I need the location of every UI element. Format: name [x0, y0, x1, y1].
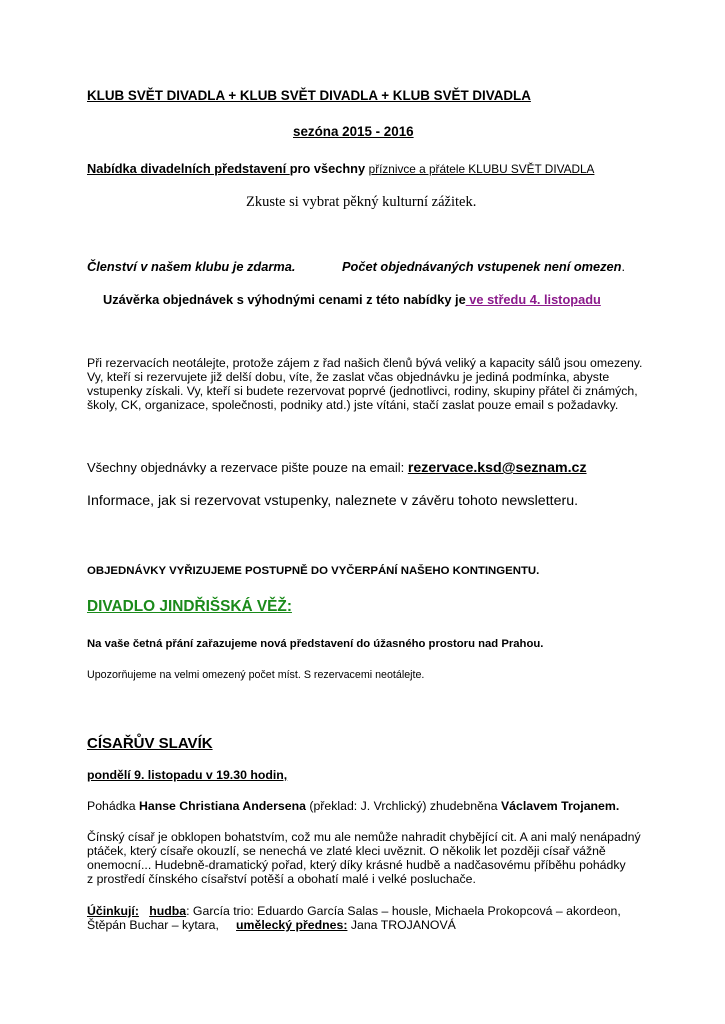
deadline-date: ve středu 4. listopadu	[465, 292, 601, 307]
music-performers: García trio: Eduardo García Salas – housle, Michaela Prokopcová – akordeon,	[192, 904, 621, 918]
show-date: pondělí 9. listopadu v 19.30 hodin,	[87, 768, 288, 782]
season-title: sezóna 2015 - 2016	[293, 124, 414, 139]
artistic-label: umělecký přednes:	[236, 918, 348, 932]
notice-line-4: školy, CK, organizace, společnosti, podniky atd.) jste vítáni, stačí zaslat pouze email s požadavky.	[87, 398, 619, 412]
venue-subtitle: Na vaše četná přání zařazujeme nová představení do úžasného prostoru nad Prahou.	[87, 638, 544, 650]
membership-free: Členství v našem klubu je zdarma.	[87, 259, 296, 274]
desc-a: Pohádka	[87, 799, 139, 813]
story-line-2: ptáček, který císaře okouzlí, se nenechá ve zlaté kleci uvěznit. O několik let později císař vážně	[87, 844, 606, 858]
story-line-4: z prostředí čínského císařství potěší a obohatí malé i velké posluchače.	[87, 872, 476, 886]
tagline: Zkuste si vybrat pěkný kulturní zážitek.	[246, 194, 477, 210]
offer-pro: pro všechny	[289, 161, 369, 176]
cast-line-1	[87, 904, 621, 918]
desc-b: (překlad: J. Vrchlický) zhudebněna	[305, 799, 501, 813]
show-title: CÍSAŘŮV SLAVÍK	[87, 735, 213, 752]
tickets-unlimited-text: Počet objednávaných vstupenek není omezen	[342, 259, 622, 274]
story-line-3: onemocní... Hudebně-dramatický pořad, který díky krásné hudbě a nadčasovému příběhu pohádky	[87, 858, 626, 872]
artistic-performer: Jana TROJANOVÁ	[347, 918, 456, 932]
story-line-1: Čínský císař je obklopen bohatstvím, což mu ale nemůže nahradit chybějící cit. A ani malý nenápadný	[87, 830, 641, 844]
offer-line	[87, 161, 594, 176]
contact-info: Informace, jak si rezervovat vstupenky, naleznete v závěru tohoto newsletteru.	[87, 493, 579, 509]
notice-line-3: vstupenky získali. Vy, kteří si budete rezervovat poprvé (jednotlivci, rodiny, skupiny přátel či známých,	[87, 384, 638, 398]
desc-author: Hanse Christiana Andersena	[138, 799, 306, 813]
music-performers-2: Štěpán Buchar – kytara,	[87, 918, 219, 932]
venue-warning: Upozorňujeme na velmi omezený počet míst. S rezervacemi neotálejte.	[87, 669, 425, 681]
venue-title: DIVADLO JINDŘIŠSKÁ VĚŽ:	[87, 598, 292, 615]
cast-label: Účinkují:	[87, 904, 139, 918]
show-description	[87, 799, 619, 813]
notice-line-1: Při rezervacích neotálejte, protože zájem z řad našich členů bývá veliký a kapacity sálů jsou omezeny.	[87, 356, 643, 370]
offer-audience: příznivce a přátele KLUBU SVĚT DIVADLA	[368, 162, 595, 176]
deadline-line	[103, 292, 601, 307]
music-colon: :	[186, 904, 193, 918]
offer-bold: Nabídka divadelních představení	[87, 161, 290, 176]
contact-line	[87, 460, 587, 476]
desc-composer: Václavem Trojanem.	[500, 799, 620, 813]
tickets-unlimited	[342, 259, 625, 274]
club-banner: KLUB SVĚT DIVADLA + KLUB SVĚT DIVADLA + KLUB SVĚT DIVADLA	[87, 88, 531, 103]
contact-text: Všechny objednávky a rezervace pište pouze na email:	[87, 460, 408, 475]
notice-line-2: Vy, kteří si rezervujete již delší dobu, víte, že zaslat včas objednávku je jediná podmínka, abyste	[87, 370, 610, 384]
music-label: hudba	[149, 904, 187, 918]
deadline-text: Uzávěrka objednávek s výhodnými cenami z této nabídky je	[103, 292, 466, 307]
contact-email[interactable]: rezervace.ksd@seznam.cz	[407, 460, 587, 476]
cast-line-2	[87, 918, 456, 932]
orders-note: OBJEDNÁVKY VYŘIZUJEME POSTUPNĚ DO VYČERPÁNÍ NAŠEHO KONTINGENTU.	[87, 565, 540, 577]
tickets-unlimited-dot: .	[621, 259, 626, 274]
